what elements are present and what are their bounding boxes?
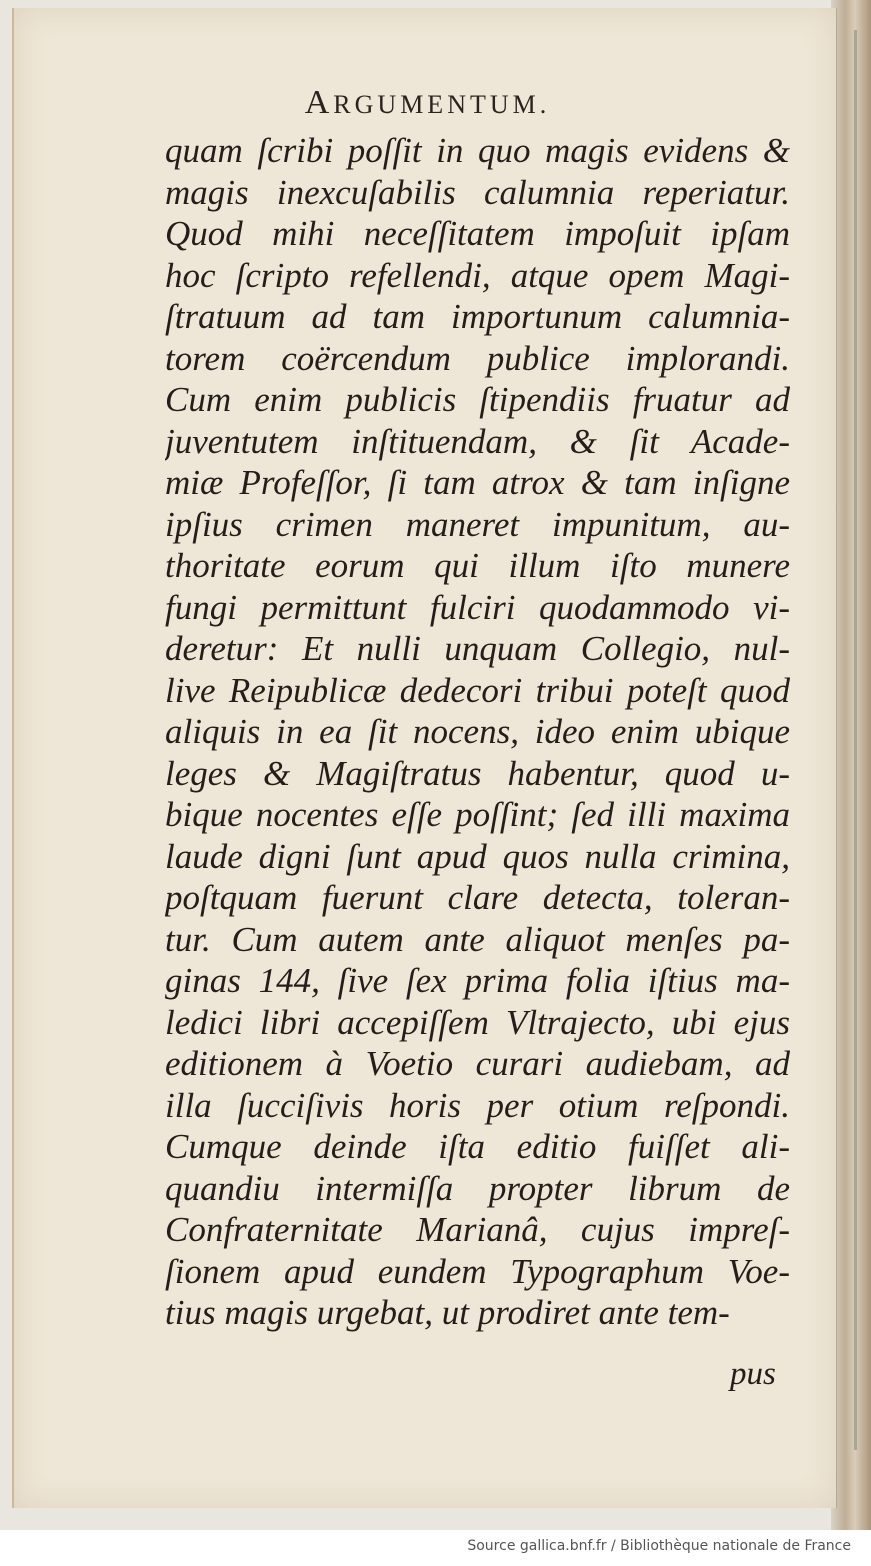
- text-line: ſionem apud eundem Typographum Voe-: [165, 1251, 790, 1291]
- text-line: aliquis in ea ſit nocens, ideo enim ubique: [165, 712, 790, 751]
- text-line: deretur: Et nulli unquam Collegio, nul-: [165, 629, 790, 668]
- text-line: Quod mihi neceſſitatem impoſuit ipſam: [165, 214, 790, 253]
- catchword: pus: [730, 1356, 776, 1392]
- footer-bar: [0, 1530, 871, 1566]
- text-line: tur. Cum autem ante aliquot menſes pa-: [165, 919, 790, 959]
- text-line: quam ſcribi poſſit in quo magis evidens &: [165, 131, 790, 170]
- text-line: leges & Magiſtratus habentur, quod u-: [165, 753, 790, 793]
- text-line: fungi permittunt fulciri quodammodo vi-: [165, 587, 790, 627]
- text-line: illa ſucciſivis horis per otium reſpondi.: [165, 1085, 790, 1125]
- text-line: quandiu intermiſſa propter librum de: [165, 1168, 790, 1208]
- text-line: hoc ſcripto refellendi, atque opem Magi-: [165, 255, 790, 295]
- text-line: juventutem inſtituendam, & ſit Acade-: [165, 421, 790, 461]
- text-line: tius magis urgebat, ut prodiret ante tem-: [165, 1293, 730, 1332]
- text-line: ledici libri accepiſſem Vltrajecto, ubi ejus: [165, 1002, 790, 1042]
- text-line: bique nocentes eſſe poſſint; ſed illi maxima: [165, 795, 790, 834]
- page-edge-stripe: [854, 30, 857, 1450]
- source-credit: Source gallica.bnf.fr / Bibliothèque nationale de France: [467, 1538, 851, 1554]
- text-line: miæ Profeſſor, ſi tam atrox & tam inſigne: [165, 463, 790, 502]
- text-line: thoritate eorum qui illum iſto munere: [165, 546, 790, 585]
- text-line: live Reipublicæ dedecori tribui poteſt quod: [165, 670, 790, 710]
- body-text: [165, 130, 790, 1334]
- text-line: ipſius crimen maneret impunitum, au-: [165, 504, 790, 544]
- text-line: laude digni ſunt apud quos nulla crimina,: [165, 836, 790, 876]
- book-page-edge: [831, 0, 871, 1530]
- text-line: torem coërcendum publice implorandi.: [165, 338, 790, 378]
- text-line: magis inexcuſabilis calumnia reperiatur.: [165, 172, 790, 212]
- text-line: ſtratuum ad tam importunum calumnia-: [165, 297, 790, 336]
- text-line: Confraternitate Marianâ, cujus impreſ-: [165, 1210, 790, 1249]
- text-line: Cum enim publicis ſtipendiis fruatur ad: [165, 380, 790, 419]
- text-line: ginas 144, ſive ſex prima folia iſtius ma-: [165, 961, 790, 1000]
- text-line: Cumque deinde iſta editio fuiſſet ali-: [165, 1127, 790, 1166]
- running-header: ARGUMENTUM.: [304, 84, 551, 121]
- text-line: editionem à Voetio curari audiebam, ad: [165, 1044, 790, 1083]
- text-line: poſtquam fuerunt clare detecta, toleran-: [165, 878, 790, 917]
